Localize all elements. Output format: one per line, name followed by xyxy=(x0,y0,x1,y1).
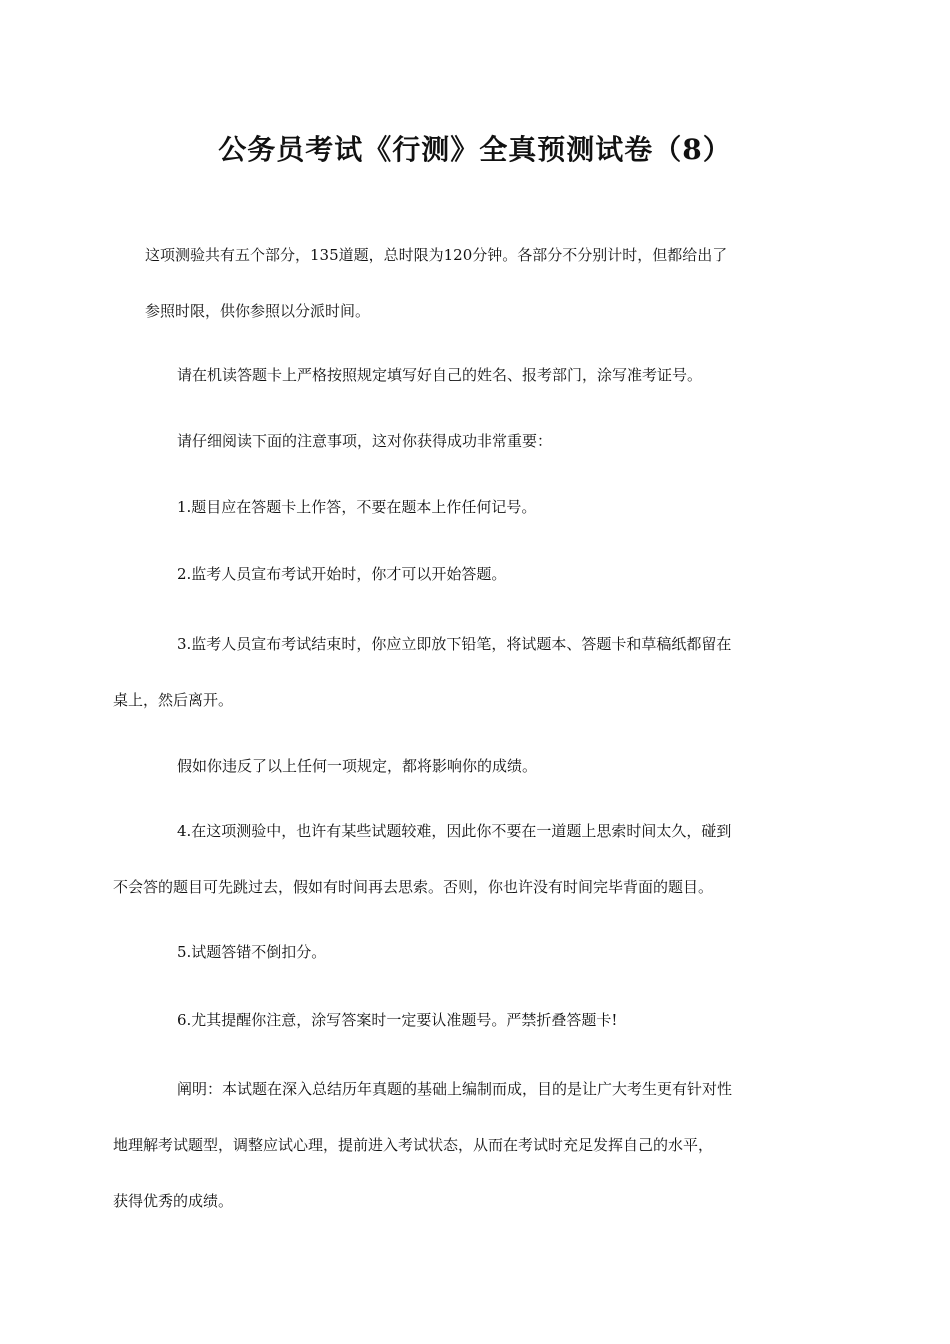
text-line: 不会答的题目可先跳过去，假如有时间再去思索。否则，你也许没有时间完毕背面的题目。 xyxy=(113,878,714,896)
text-line: 参照时限，供你参照以分派时间。 xyxy=(145,302,371,320)
intro-paragraph xyxy=(145,227,810,339)
text-line: 阐明：本试题在深入总结历年真题的基础上编制而成，目的是让广大考生更有针对性 xyxy=(177,1080,733,1098)
notice-intro xyxy=(145,413,810,469)
text-line: 3.监考人员宣布考试结束时，你应立即放下铅笔，将试题本、答题卡和草稿纸都留在 xyxy=(177,635,732,653)
explanation-paragraph xyxy=(113,1061,810,1229)
text-line: 桌上，然后离开。 xyxy=(113,691,234,709)
answer-card-instruction xyxy=(145,347,810,403)
rule-item-5 xyxy=(145,924,810,980)
text-line: 请仔细阅读下面的注意事项，这对你获得成功非常重要： xyxy=(177,432,553,450)
text-line: 2.监考人员宣布考试开始时，你才可以开始答题。 xyxy=(177,565,507,583)
text-line: 1.题目应在答题卡上作答，不要在题本上作任何记号。 xyxy=(177,498,537,516)
violation-note xyxy=(145,738,810,794)
text-line: 请在机读答题卡上严格按照规定填写好自己的姓名、报考部门，涂写准考证号。 xyxy=(177,366,703,384)
text-line: 4.在这项测验中，也许有某些试题较难，因此你不要在一道题上思索时间太久，碰到 xyxy=(177,822,732,840)
rule-item-3 xyxy=(113,616,810,728)
text-line: 假如你违反了以上任何一项规定，都将影响你的成绩。 xyxy=(177,757,538,775)
text-line: 5.试题答错不倒扣分。 xyxy=(177,943,327,961)
rule-item-6 xyxy=(145,992,810,1048)
rule-item-2 xyxy=(145,546,810,602)
text-line: 地理解考试题型，调整应试心理，提前进入考试状态，从而在考试时充足发挥自己的水平， xyxy=(113,1136,714,1154)
text-line: 6.尤其提醒你注意，涂写答案时一定要认准题号。严禁折叠答题卡! xyxy=(177,1011,618,1029)
document-title: 公务员考试《行测》全真预测试卷（8） xyxy=(218,133,732,166)
text-line: 这项测验共有五个部分，135道题，总时限为120分钟。各部分不分别计时，但都给出了 xyxy=(145,246,728,264)
rule-item-1 xyxy=(145,479,810,535)
text-line: 获得优秀的成绩。 xyxy=(113,1192,234,1210)
rule-item-4 xyxy=(113,803,810,915)
